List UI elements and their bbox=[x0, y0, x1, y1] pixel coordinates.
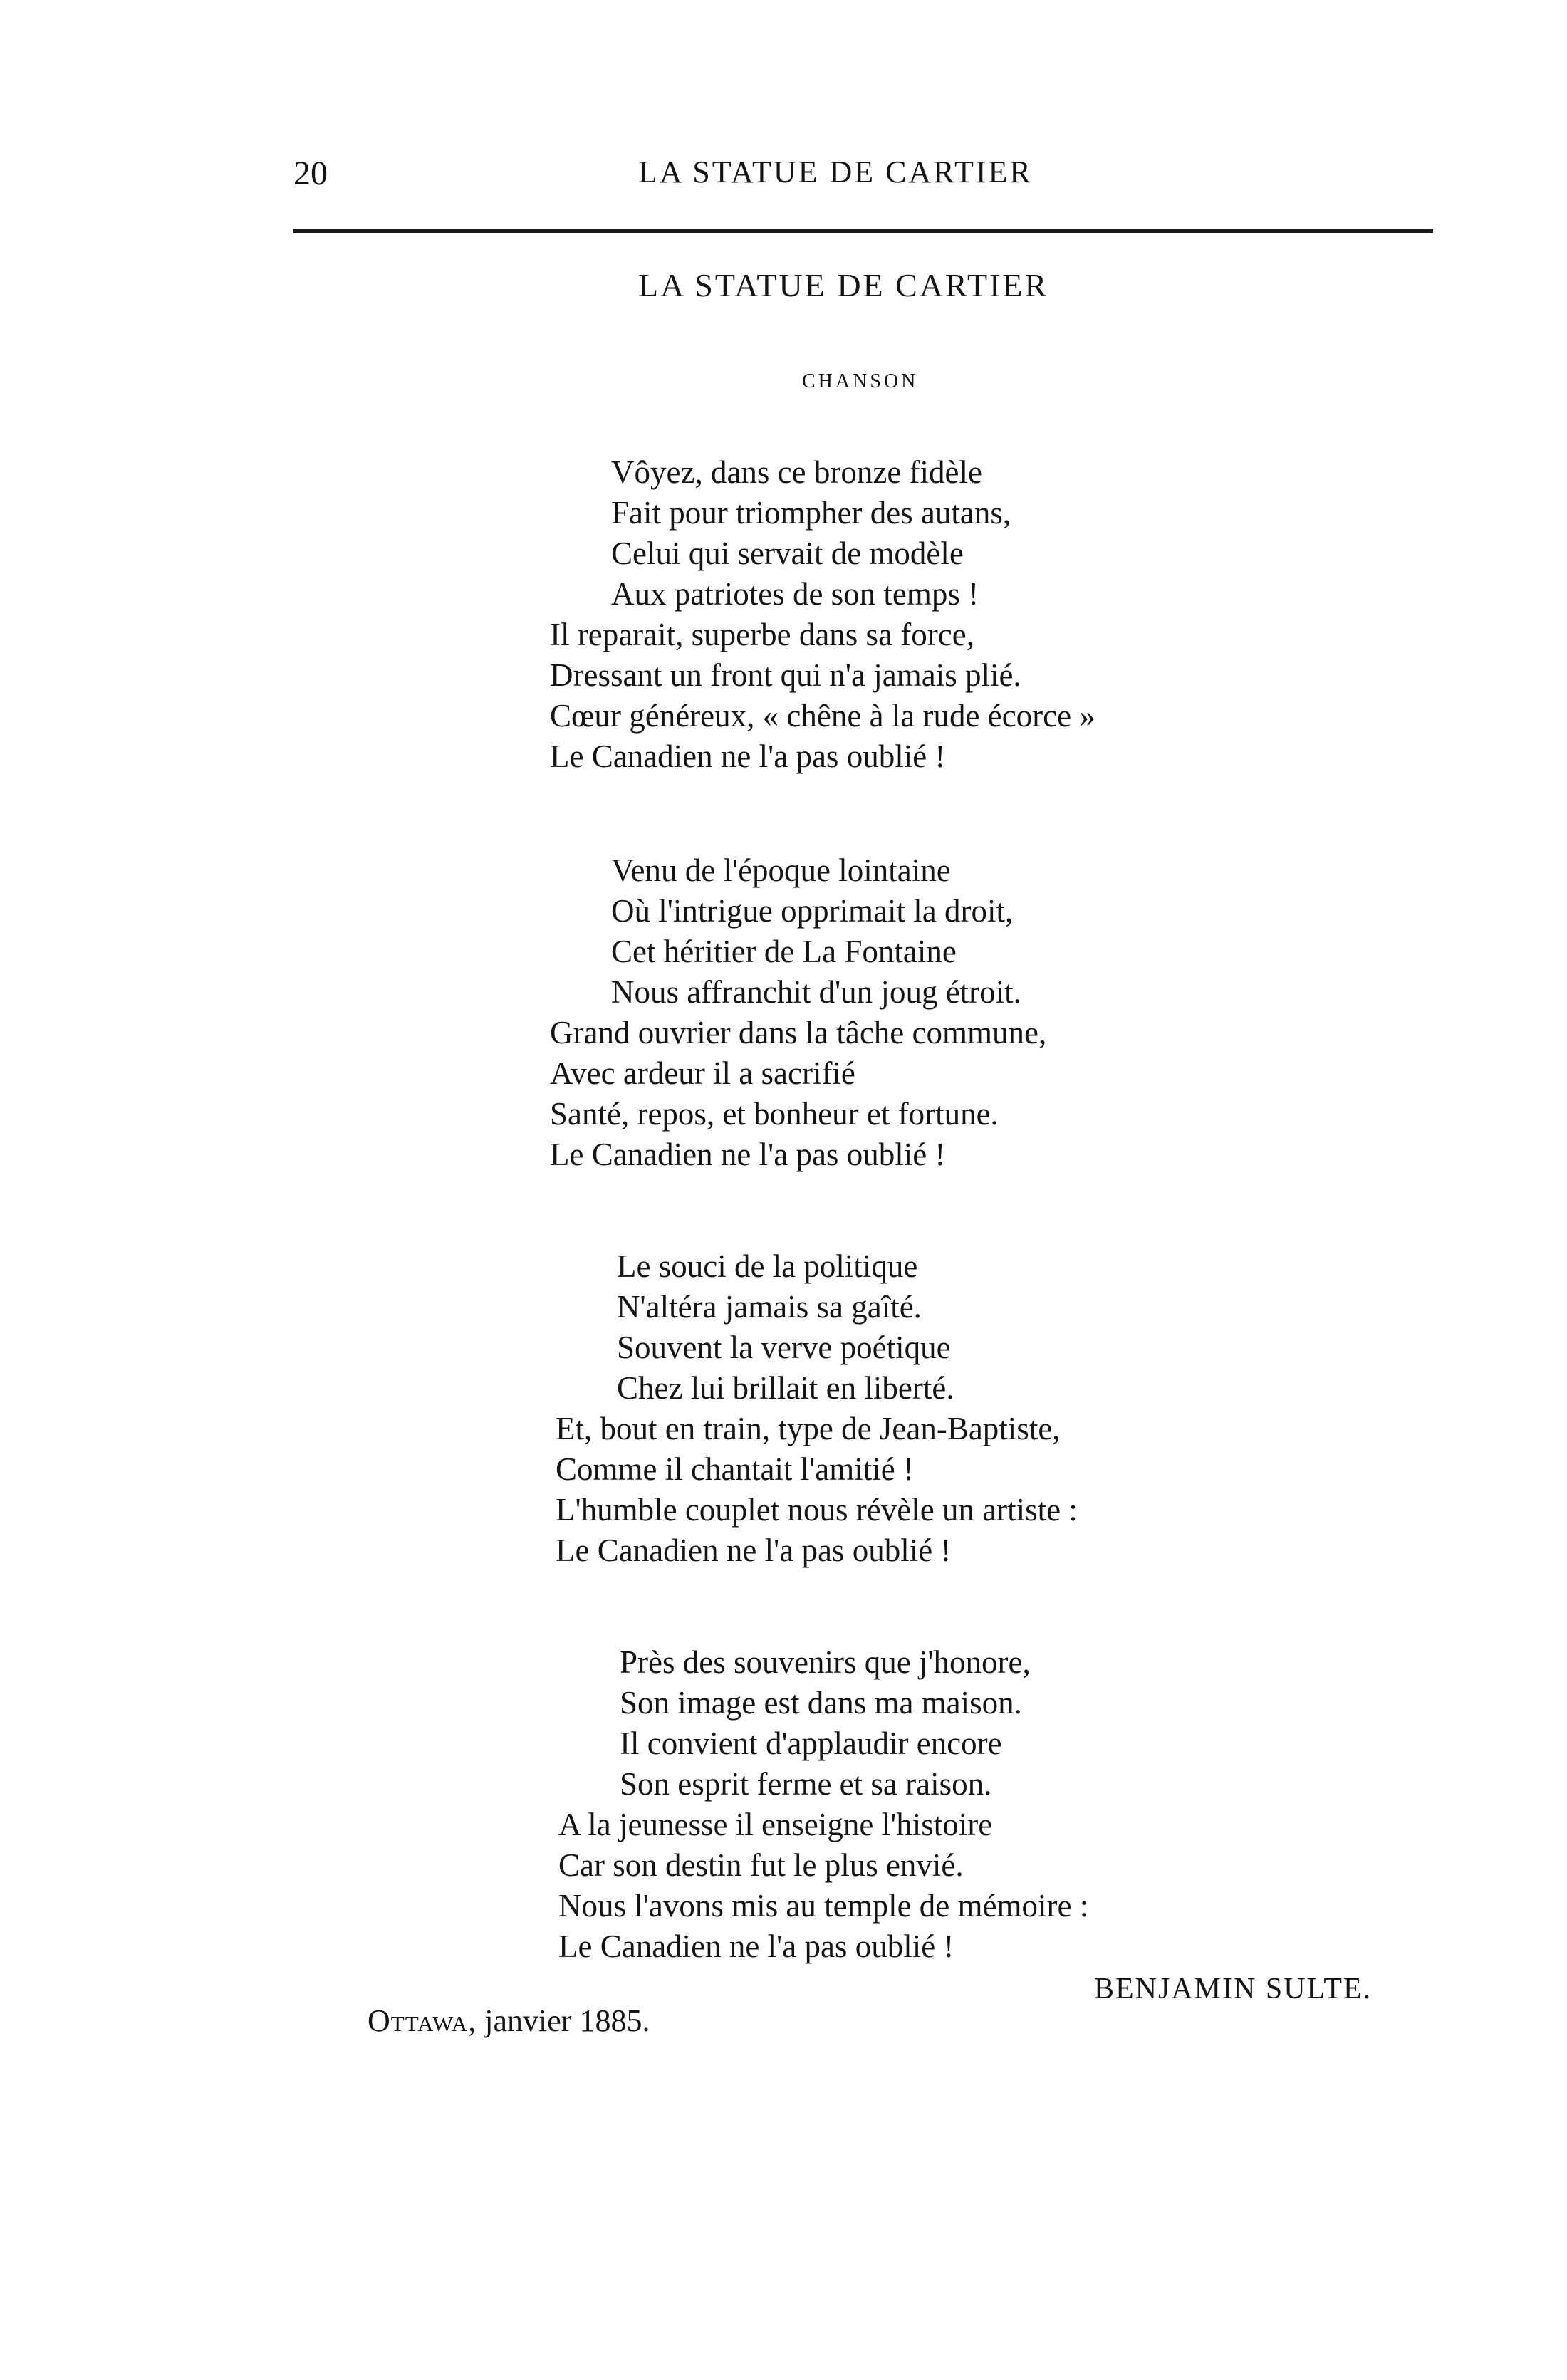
verse-line: Car son destin fut le plus envié. bbox=[558, 1847, 964, 1883]
verse-line: Nous l'avons mis au temple de mémoire : bbox=[558, 1888, 1089, 1924]
verse-line: Grand ouvrier dans la tâche commune, bbox=[550, 1015, 1047, 1050]
verse-line: Son esprit ferme et sa raison. bbox=[620, 1766, 992, 1802]
verse-line: Cœur généreux, « chêne à la rude écorce » bbox=[550, 698, 1095, 734]
verse-line: Celui qui servait de modèle bbox=[611, 536, 964, 571]
dateline bbox=[368, 2005, 650, 2037]
refrain-line: Le Canadien ne l'a pas oublié ! bbox=[556, 1533, 952, 1568]
verse-line: Venu de l'époque lointaine bbox=[611, 852, 951, 888]
author-signature: BENJAMIN SULTE. bbox=[1094, 1973, 1373, 2005]
verse-line: Nous affranchit d'un joug étroit. bbox=[611, 974, 1021, 1010]
verse-line: L'humble couplet nous révèle un artiste : bbox=[556, 1492, 1078, 1528]
verse-line: Vôyez, dans ce bronze fidèle bbox=[611, 454, 982, 490]
verse-line: N'altéra jamais sa gaîté. bbox=[617, 1289, 922, 1325]
dateline-place: Ottawa, bbox=[368, 2003, 477, 2038]
verse-line: Le souci de la politique bbox=[617, 1248, 918, 1284]
stanza-3 bbox=[556, 1246, 1339, 1571]
verse-line: Fait pour triompher des autans, bbox=[611, 495, 1011, 531]
verse-line: Il reparait, superbe dans sa force, bbox=[550, 617, 974, 652]
verse-line: Souvent la verve poétique bbox=[617, 1330, 951, 1365]
verse-line: Avec ardeur il a sacrifié bbox=[550, 1055, 855, 1091]
verse-line: Près des souvenirs que j'honore, bbox=[620, 1644, 1031, 1680]
refrain-line: Le Canadien ne l'a pas oublié ! bbox=[550, 1137, 946, 1172]
verse-line: Il convient d'applaudir encore bbox=[620, 1726, 1002, 1761]
refrain-line: Le Canadien ne l'a pas oublié ! bbox=[550, 738, 946, 774]
verse-line: Et, bout en train, type de Jean-Baptiste, bbox=[556, 1411, 1061, 1446]
verse-line: Son image est dans ma maison. bbox=[620, 1685, 1022, 1721]
poem-subtitle: CHANSON bbox=[802, 370, 919, 392]
page-number: 20 bbox=[293, 155, 328, 192]
verse-line: Cet héritier de La Fontaine bbox=[611, 934, 957, 969]
verse-line: Santé, repos, et bonheur et fortune. bbox=[550, 1096, 999, 1132]
verse-line: Chez lui brillait en liberté. bbox=[617, 1370, 954, 1406]
refrain-line: Le Canadien ne l'a pas oublié ! bbox=[558, 1928, 954, 1964]
stanza-1 bbox=[550, 452, 1333, 777]
stanza-2 bbox=[550, 850, 1333, 1175]
verse-line: Dressant un front qui n'a jamais plié. bbox=[550, 657, 1021, 693]
stanza-4 bbox=[558, 1642, 1342, 1967]
header-rule bbox=[293, 229, 1433, 233]
dateline-date: janvier 1885. bbox=[484, 2003, 650, 2038]
verse-line: Aux patriotes de son temps ! bbox=[611, 576, 979, 612]
verse-line: A la jeunesse il enseigne l'histoire bbox=[558, 1807, 993, 1842]
verse-line: Où l'intrigue opprimait la droit, bbox=[611, 893, 1014, 929]
running-title: LA STATUE DE CARTIER bbox=[638, 155, 1033, 189]
verse-line: Comme il chantait l'amitié ! bbox=[556, 1451, 914, 1487]
poem-title: LA STATUE DE CARTIER bbox=[638, 267, 1049, 303]
